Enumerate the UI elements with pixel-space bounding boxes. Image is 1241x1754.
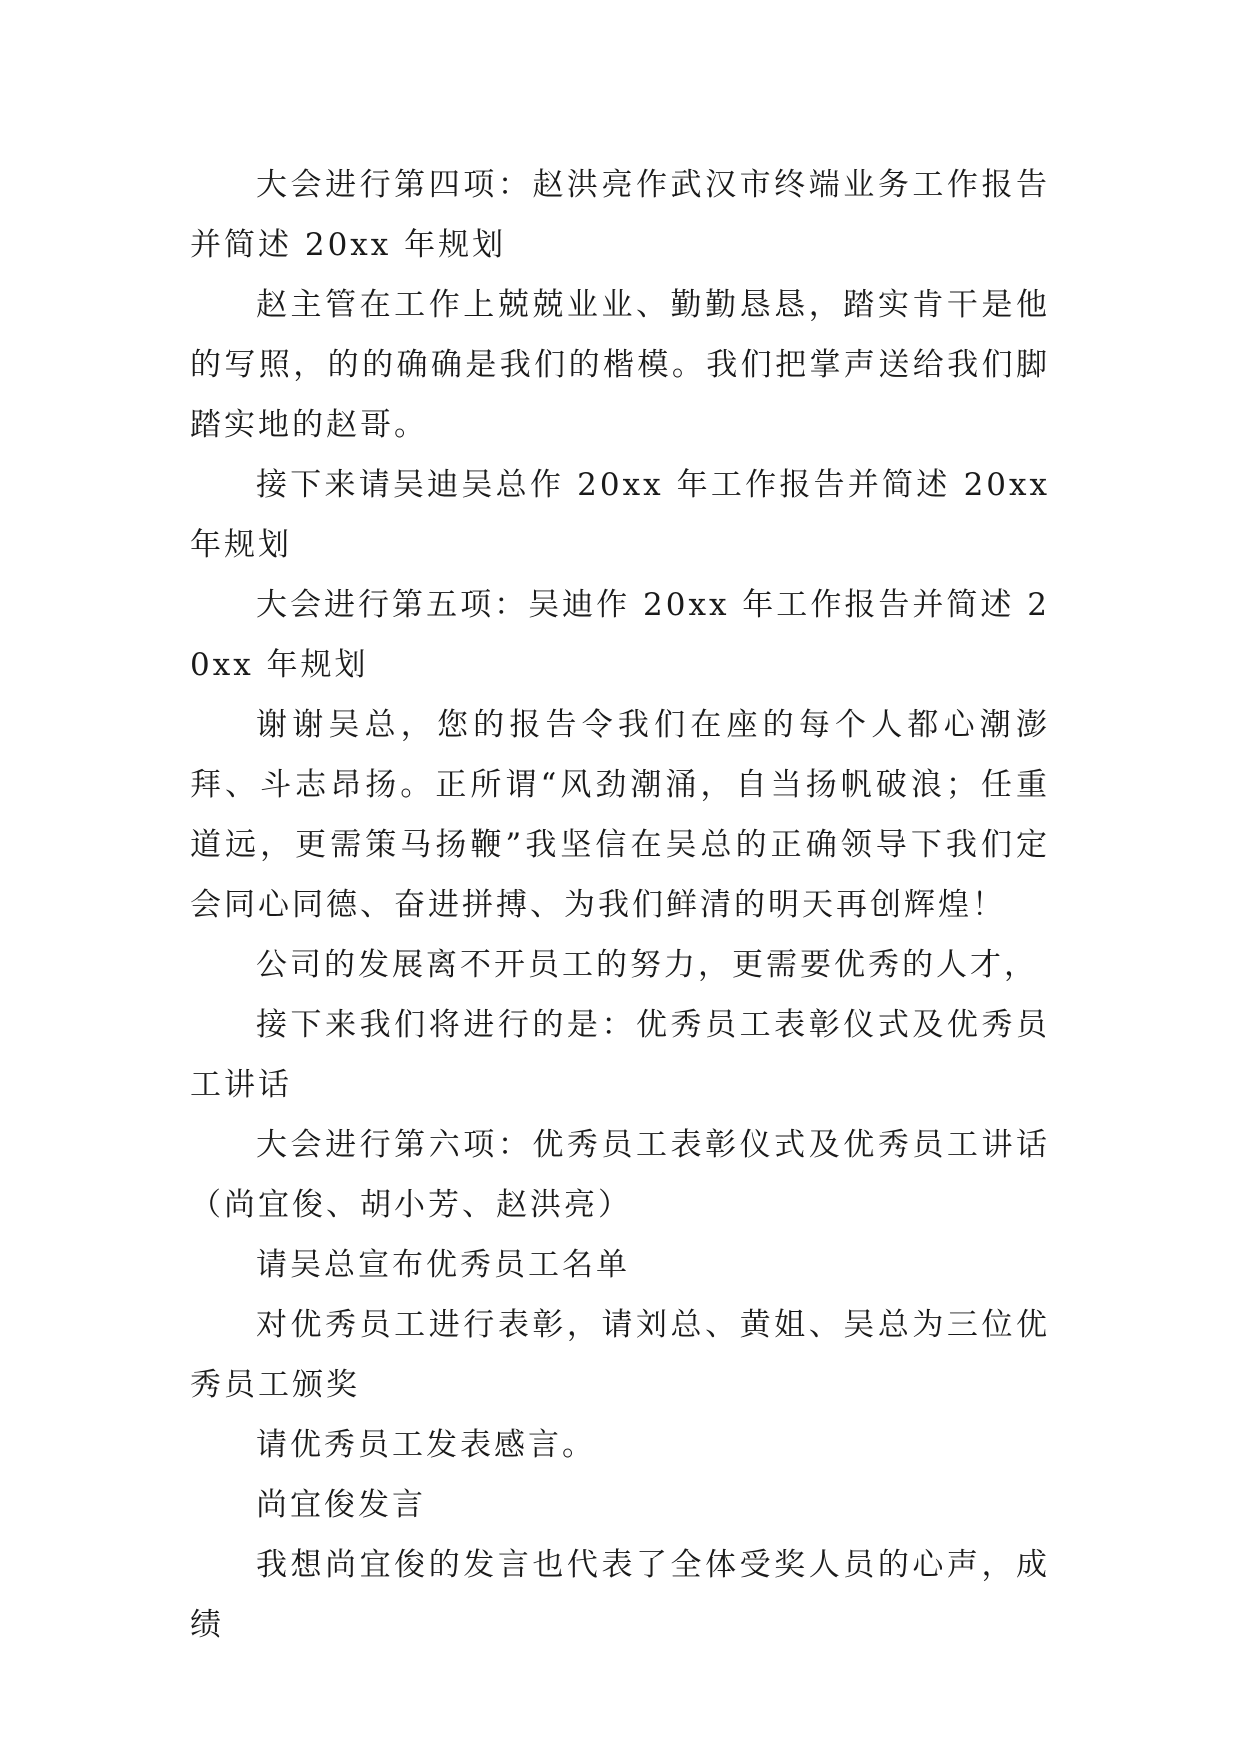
paragraph-agenda-item-5: 大会进行第五项：吴迪作 20xx 年工作报告并简述 20xx 年规划	[190, 587, 1050, 683]
paragraph-acceptance-speech: 请优秀员工发表感言。	[256, 1427, 596, 1463]
paragraph-agenda-item-4: 大会进行第四项：赵洪亮作武汉市终端业务工作报告并简述 20xx 年规划	[190, 167, 1050, 263]
paragraph-company-development: 公司的发展离不开员工的努力，更需要优秀的人才，	[256, 947, 1038, 983]
paragraph-award-presentation: 对优秀员工进行表彰，请刘总、黄姐、吴总为三位优秀员工颁奖	[190, 1307, 1050, 1403]
paragraph-praise-zhao: 赵主管在工作上兢兢业业、勤勤恳恳，踏实肯干是他的写照，的的确确是我们的楷模。我们把掌声送给我们脚踏实地的赵哥。	[190, 287, 1050, 443]
paragraph-next-ceremony: 接下来我们将进行的是：优秀员工表彰仪式及优秀员工讲话	[190, 1007, 1050, 1103]
paragraph-announce-list: 请吴总宣布优秀员工名单	[256, 1247, 630, 1283]
paragraph-thanks-wu: 谢谢吴总，您的报告令我们在座的每个人都心潮澎拜、斗志昂扬。正所谓“风劲潮涌，自当扬帆破浪；任重道远，更需策马扬鞭”我坚信在吴总的正确领导下我们定会同心同德、奋进拼搏、为我们鲜清的明天再创辉煌！	[190, 707, 1050, 923]
paragraph-invite-wu-report: 接下来请吴迪吴总作 20xx 年工作报告并简述 20xx 年规划	[190, 467, 1050, 563]
paragraph-agenda-item-6: 大会进行第六项：优秀员工表彰仪式及优秀员工讲话（尚宜俊、胡小芳、赵洪亮）	[190, 1127, 1050, 1223]
paragraph-shang-speech: 尚宜俊发言	[256, 1487, 426, 1523]
document-body	[190, 155, 1050, 1655]
paragraph-closing-remark: 我想尚宜俊的发言也代表了全体受奖人员的心声，成绩	[190, 1547, 1050, 1643]
